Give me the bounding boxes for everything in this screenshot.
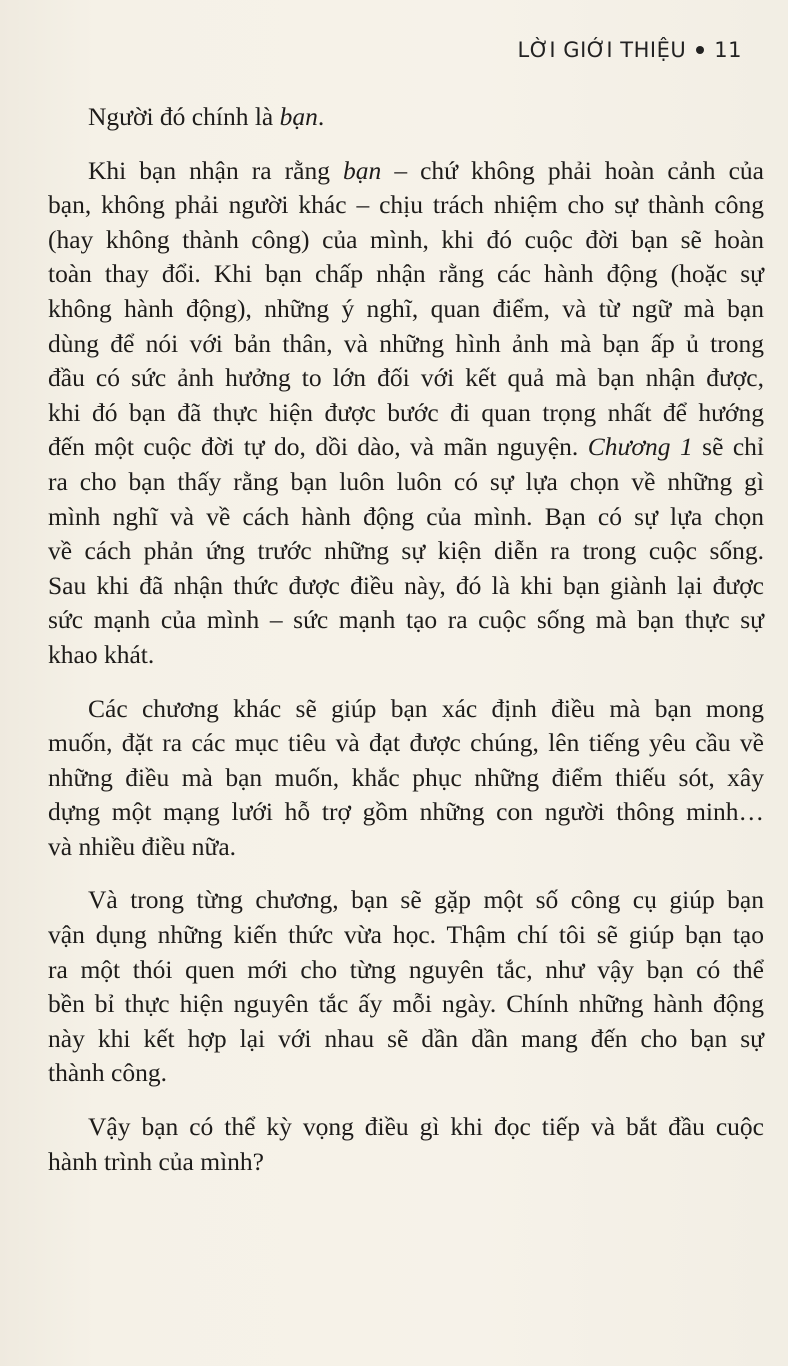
text-line: bền bỉ thực hiện nguyên tắc ấy mỗi ngày. Chính những hành động: [48, 989, 764, 1019]
text-line: sức mạnh của mình – sức mạnh tạo ra cuộc sống mà bạn thực sự: [48, 605, 764, 635]
text-line: Người đó chính là bạn.: [88, 102, 325, 131]
emphasis: Chương 1: [587, 432, 693, 462]
emphasis: bạn: [343, 155, 382, 185]
text-line: muốn, đặt ra các mục tiêu và đạt được chúng, lên tiếng yêu cầu về: [48, 728, 764, 758]
text-line: Khi bạn nhận ra rằng bạn – chứ không phải hoàn cảnh của: [88, 155, 764, 185]
paragraph: [48, 100, 764, 135]
text-line: Các chương khác sẽ giúp bạn xác định điều mà bạn mong: [88, 693, 764, 723]
text-line: ra cho bạn thấy rằng bạn luôn luôn có sự lựa chọn về những gì: [48, 466, 764, 496]
header-bullet: [696, 46, 704, 54]
text-line: về cách phản ứng trước những sự kiện diễn ra trong cuộc sống.: [48, 536, 764, 566]
text-line: những điều mà bạn muốn, khắc phục những điểm thiếu sót, xây: [48, 762, 764, 792]
text-line: toàn thay đổi. Khi bạn chấp nhận rằng các hành động (hoặc sự: [48, 259, 764, 289]
text-line: đầu có sức ảnh hưởng to lớn đối với kết quả mà bạn nhận được,: [48, 363, 764, 393]
paragraph: [48, 692, 764, 865]
text-line: hành trình của mình?: [48, 1146, 264, 1176]
text-line: (hay không thành công) của mình, khi đó cuộc đời bạn sẽ hoàn: [48, 224, 764, 254]
emphasis: bạn: [279, 102, 318, 131]
text-line: khao khát.: [48, 639, 155, 669]
paragraph: [48, 1110, 764, 1179]
text-line: khi đó bạn đã thực hiện được bước đi quan trọng nhất để hướng: [48, 397, 764, 427]
running-header: [518, 38, 742, 62]
text-line: thành công.: [48, 1058, 167, 1088]
text-line: không hành động), những ý nghĩ, quan điểm, và từ ngữ mà bạn: [48, 293, 764, 323]
text-line: và nhiều điều nữa.: [48, 831, 237, 861]
text-line: ra một thói quen mới cho từng nguyên tắc, như vậy bạn có thể: [48, 954, 764, 984]
text-line: bạn, không phải người khác – chịu trách nhiệm cho sự thành công: [48, 190, 764, 220]
text-line: dựng một mạng lưới hỗ trợ gồm những con người thông minh…: [48, 797, 764, 827]
text-line: mình nghĩ và về cách hành động của mình. Bạn có sự lựa chọn: [48, 501, 764, 531]
text-line: đến một cuộc đời tự do, dồi dào, và mãn nguyện. Chương 1 sẽ chỉ: [48, 432, 764, 462]
page-number: 11: [714, 38, 742, 62]
text-line: Và trong từng chương, bạn sẽ gặp một số công cụ giúp bạn: [88, 885, 764, 915]
text-line: Sau khi đã nhận thức được điều này, đó là khi bạn giành lại được: [48, 570, 764, 600]
text-line: Vậy bạn có thể kỳ vọng điều gì khi đọc tiếp và bắt đầu cuộc: [88, 1112, 764, 1142]
paragraph: [48, 883, 764, 1091]
text-line: dùng để nói với bản thân, và những hình ảnh mà bạn ấp ủ trong: [48, 328, 764, 358]
text-line: này khi kết hợp lại với nhau sẽ dần dần mang đến cho bạn sự: [48, 1023, 764, 1053]
body-text: [48, 100, 764, 1179]
text-line: vận dụng những kiến thức vừa học. Thậm chí tôi sẽ giúp bạn tạo: [48, 920, 764, 950]
chapter-title: LỜI GIỚI THIỆU: [517, 38, 687, 62]
paragraph: [48, 154, 764, 673]
